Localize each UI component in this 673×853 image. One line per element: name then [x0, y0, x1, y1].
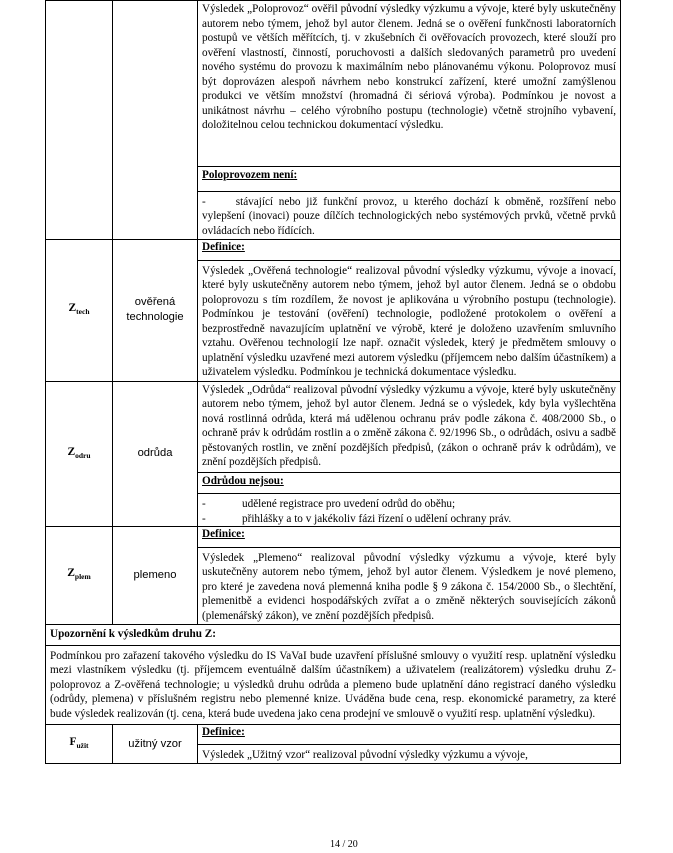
name-cell-empty [113, 1, 198, 240]
zplem-description: Výsledek „Plemeno“ realizoval původní výsledky výzkumu a vývoje, které byly uskutečněny autorem nebo týmem, jehož byl autor členem. Výsledkem je nové plemeno, pro které je zavedena nová plemenná kniha podle § 9 zákona č. 154/2000 Sb., o šlechtění, plemenitbě a evidenci hospodářských zvířat a o změně některých souvisejících zákonů (plemenářský zákon), ve znění pozdějších předpisů. [202, 551, 616, 622]
code-zplem: $Z_{plem}$ [46, 527, 113, 625]
table-row-fuzit [46, 725, 621, 764]
poloprovoz-not-item: - stávající nebo již funkční provoz, u kterého dochází k obměně, rozšíření nebo vylepšení (inovaci) pouze dílčích technologických nebo systémových prvků, včetně prvků ovládacích nebo řídících. [202, 195, 616, 237]
description-cell [198, 725, 621, 764]
fuzit-description: Výsledek „Užitný vzor“ realizoval původní výsledky výzkumu a vývoje, [202, 748, 528, 761]
table-row-zodru [46, 381, 621, 527]
zodru-not-list [198, 494, 620, 526]
result-types-table [45, 0, 621, 764]
description-cell [198, 240, 621, 382]
fuzit-heading: Definice: [202, 726, 245, 738]
ztech-description: Výsledek „Ověřená technologie“ realizoval původní výsledky výzkumu, vývoje a inovací, které byly uskutečněny autorem nebo týmem, jehož byl autor členem. Jedná se o obdobu poloprovozu s tím rozdílem, že novost je aplikována u výrobního postupu (technologie). Podmínkou je testování (ověření) technologie, podložené protokolem o ověření a bezprostředně navazujícím uplatnění ve výrobě, které je doloženo uzavřením smluvního vztahu. Ověřenou technologií lze např. označit výsledek, který je předmětem smlouvy o uplatnění výsledku uzavřené mezi autorem výsledku (příjemcem nebo dalším účastníkem) a uživatelem výsledku. Podmínkou je technická dokumentace výsledku. [202, 264, 616, 378]
table-row-warning [46, 625, 621, 725]
warning-text: Podmínkou pro zařazení takového výsledku do IS VaVaI bude uzavření příslušné smlouvy o využití resp. uplatnění výsledku mezi vlastníkem výsledku (tj. příjemcem eventuálně dalším účastníkem) a uživatelem (realizátorem) výsledku druhu Z-poloprovoz a Z-ověřená technologie; u výsledků druhu odrůda a plemeno bude uplatnění dáno registrací daného výsledku (odrůdy, plemena) v příslušném registru nebo plemenné knize. Uváděna bude cena, resp. ekonomické parametry, za které bude výsledek realizován (tj. cena, která bude uvedena jako cena prodejní ve smlouvě o využití resp. uplatnění výsledku). [50, 649, 616, 720]
ztech-heading: Definice: [202, 241, 245, 253]
description-cell [198, 1, 621, 240]
description-cell [198, 527, 621, 625]
table-row-ztech [46, 240, 621, 382]
warning-cell [46, 625, 621, 725]
document-page [45, 0, 621, 764]
warning-heading: Upozornění k výsledkům druhu Z: [50, 628, 216, 640]
zplem-heading: Definice: [202, 528, 245, 540]
list-item: - přihlášky a to v jakékoliv fázi řízení o udělení ochrany práv. [202, 512, 512, 525]
poloprovoz-description: Výsledek „Poloprovoz“ ověřil původní výsledky výzkumu a vývoje, které byly uskutečněny autorem nebo týmem, jehož byl autor členem. Jedná se o ověření funkčnosti laboratorních postupů ve větších měřítcích, tj. v zkušebních či ověřovacích provozech, které slouží pro ověření vlastností, činností, poruchovosti a dalších sledovaných parametrů pro uvedení nového systému do provozu k maximálním nebo plánovanému výkonu. Poloprovoz musí být doprovázen alespoň návrhem nebo konstrukcí zařízení, které umožní zamýšlenou produkci ve větším množství (hromadná či sériová výroba). Podmínkou je novost a unikátnost návrhu – celého výrobního postupu (technologie) včetně strojního vybavení, doložitelnou celou technickou dokumentací výsledku. [202, 3, 616, 131]
code-zodru: $Z_{odru}$ [46, 381, 113, 527]
name-fuzit: užitný vzor [113, 725, 198, 764]
description-cell [198, 381, 621, 527]
poloprovoz-not-heading: Poloprovozem není: [202, 169, 298, 181]
name-ztech: ověřená technologie [113, 240, 198, 382]
code-fuzit: $F_{užit}$ [46, 725, 113, 764]
zodru-not-heading: Odrůdou nejsou: [202, 474, 284, 487]
page-number: 14 / 20 [330, 839, 358, 850]
list-item: - udělené registrace pro uvedení odrůd do oběhu; [202, 498, 456, 510]
name-zplem: plemeno [113, 527, 198, 625]
code-ztech: $Z_{tech}$ [46, 240, 113, 382]
table-row-zplem [46, 527, 621, 625]
table-row-poloprovoz [46, 1, 621, 240]
zodru-description: Výsledek „Odrůda“ realizoval původní výsledky výzkumu a vývoje, které byly uskutečněny autorem nebo týmem, jehož byl autor členem. Jedná se o výsledek, kdy byla vyšlechtěna nová rostlinná odrůda, která má udělenou ochranu práv podle zákona č. 408/2000 Sb., o ochraně práv k odrůdám rostlin a o změně zákona č. 92/1996 Sb., o odrůdách, osivu a sadbě pěstovaných rostlin, ve znění pozdějších předpisů, (zákon o ochraně práv k odrůdám), ve znění pozdějších předpisů. [202, 383, 616, 468]
name-zodru: odrůda [113, 381, 198, 527]
code-cell-empty [46, 1, 113, 240]
